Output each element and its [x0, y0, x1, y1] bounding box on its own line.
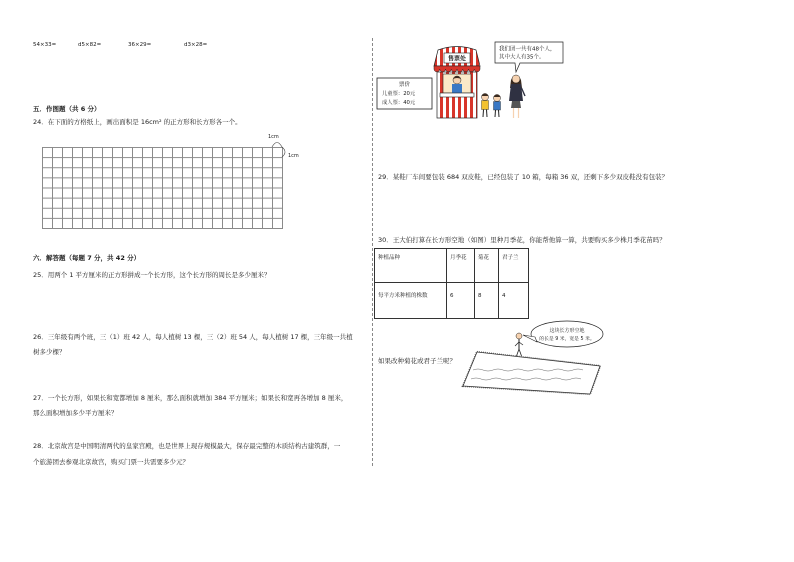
- field-speech-line-2: 的长是 9 米，宽是 5 米。: [539, 337, 595, 342]
- child-figure-1: [482, 94, 489, 118]
- table-header-cell: 月季花: [447, 249, 475, 283]
- question-26-line-1: 26．三年级有两个班，三（1）班 42 人，每人植树 13 棵，三（2）班 54 人，每人植树 17 棵，三年级一共植: [33, 333, 353, 341]
- question-25: 25．用两个 1 平方厘米的正方形拼成一个长方形，这个长方形的周长是多少厘米？: [33, 271, 271, 279]
- ticket-booth: [434, 47, 480, 119]
- table-cell: 6: [447, 283, 475, 319]
- question-30-followup: 如果改种菊花或君子兰呢？: [378, 357, 456, 365]
- field-speech-line-1: 这块长方形空地: [549, 328, 585, 334]
- speech-line-1: 我们团一共有48个人，: [499, 46, 556, 53]
- question-27-line-1: 27．一个长方形，如果长和宽都增加 8 厘米，那么面积就增加 384 平方厘米；如果长和宽再各增加 8 厘米，: [33, 394, 348, 402]
- table-cell: 每平方米种植的株数: [375, 283, 447, 319]
- adult-ticket-price: 成人票：40元: [382, 100, 416, 106]
- booth-sign-text: 售票处: [447, 55, 467, 63]
- table-header-row: [375, 249, 529, 283]
- table-header-cell: 种植品种: [375, 249, 447, 283]
- price-title: 票价: [398, 82, 411, 88]
- ticket-booth-illustration: [374, 38, 574, 122]
- question-28-line-1: 28．北京故宫是中国明清两代的皇家宫殿，也是世界上现存规模最大，保存最完整的木质结构古建筑群，一: [33, 442, 341, 450]
- question-28-line-2: 个旅游团去参观北京故宫，购买门票一共需要多少元？: [33, 458, 189, 466]
- speech-bubble-guide: [495, 42, 563, 72]
- arithmetic-item-2: d5×82=: [78, 42, 102, 48]
- child-ticket-price: 儿童票：20元: [382, 91, 416, 97]
- table-cell: 4: [499, 283, 529, 319]
- section-6-heading: 六．解答题（每题 7 分，共 42 分）: [33, 254, 141, 262]
- arithmetic-item-3: 36×29=: [128, 42, 152, 48]
- unit-brace-right: [282, 147, 285, 157]
- planting-table: [374, 248, 529, 319]
- question-30: 30．王大伯打算在长方形空地（如图）里种月季花，你能帮他算一算，共要购买多少株月季花苗吗？: [378, 236, 666, 244]
- arithmetic-item-4: d3×28=: [184, 42, 208, 48]
- booth-counter: [440, 93, 474, 97]
- question-27-line-2: 那么面积增加多少平方厘米？: [33, 409, 118, 417]
- booth-valance: [434, 66, 480, 72]
- field-speech-bubble: [523, 321, 603, 347]
- question-24: 24．在下面的方格纸上，画出面积是 16cm² 的正方形和长方形各一个。: [33, 118, 242, 126]
- vendor-body: [452, 84, 462, 93]
- grid-unit-annotations: [262, 128, 304, 164]
- unit-brace-top: [272, 143, 282, 148]
- question-29: 29．某鞋厂车间要包装 684 双皮鞋，已经包装了 10 箱，每箱 36 双，还剩下多少双皮鞋没有包装？: [378, 173, 669, 181]
- grid-unit-right-label: 1cm: [288, 153, 299, 159]
- square-grid-paper: [42, 147, 283, 229]
- section-5-heading: 五．作图题（共 6 分）: [33, 105, 101, 113]
- grid-unit-top-label: 1cm: [268, 134, 279, 140]
- table-cell: 8: [475, 283, 499, 319]
- speech-line-2: 其中大人有35个。: [499, 54, 545, 61]
- question-26-line-2: 树多少棵？: [33, 348, 66, 356]
- adult-woman-figure: [509, 75, 525, 118]
- table-row: [375, 283, 529, 319]
- price-sign: [377, 78, 432, 109]
- arithmetic-item-1: 54×33=: [33, 42, 57, 48]
- person-figure: [515, 333, 523, 356]
- column-divider: [372, 38, 373, 466]
- table-header-cell: 菊花: [475, 249, 499, 283]
- table-header-cell: 君子兰: [499, 249, 529, 283]
- child-figure-2: [494, 95, 501, 118]
- rectangular-field-illustration: [455, 318, 605, 400]
- field-speech-bubble-shape: [531, 321, 603, 347]
